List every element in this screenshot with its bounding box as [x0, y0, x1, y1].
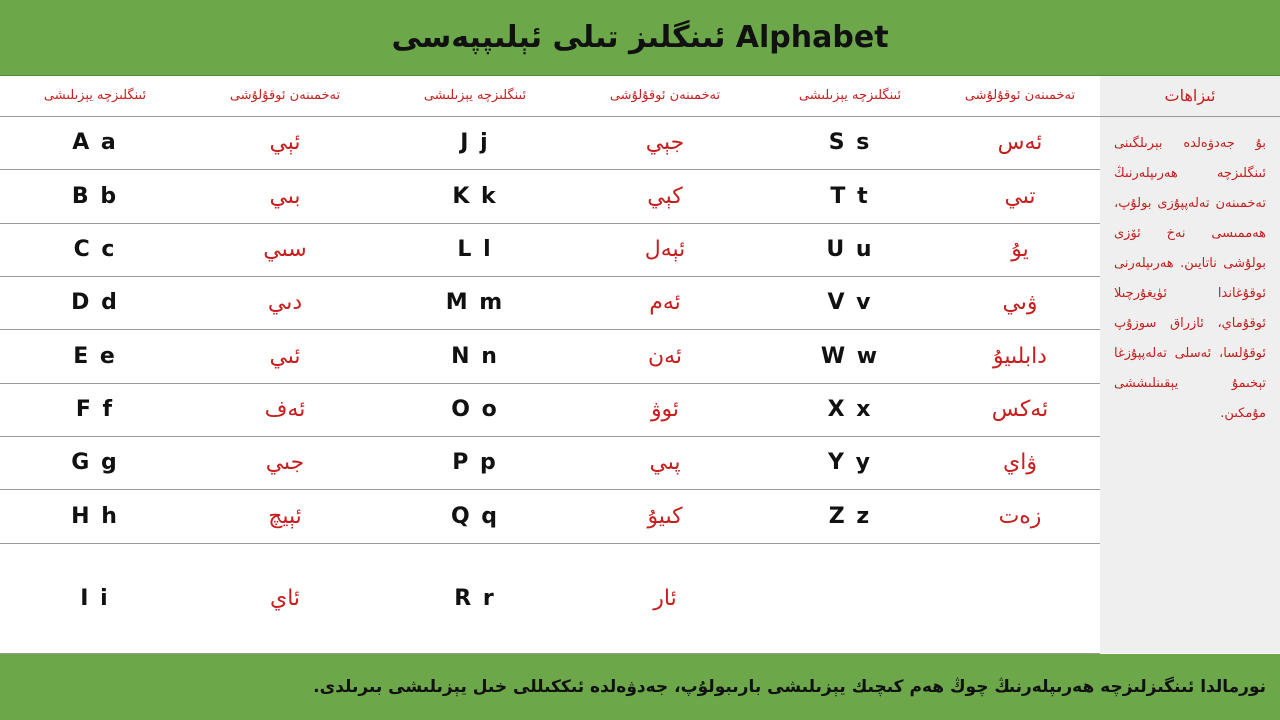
pronunciation-cell [940, 543, 1100, 653]
letter-cell: S s [828, 130, 872, 155]
letter-cell: I i [80, 585, 110, 611]
footer-note: نورمالدا ئىنگىزلىزچە ھەرىپلەرنىڭ چوڭ ھەم كىچىك يېزىلىشى بارىبولۇپ، جەدۋەلدە ئىككىللى خىل يېزىلىشى بىرىلدى. [313, 677, 1266, 697]
letter-cell: Y y [828, 450, 872, 475]
notes-body: بۇ جەدۋەلدە بېرىلگىنى ئىنگلىزچە ھەرىپلەرنىڭ تەخمىنەن تەلەپپۇزى بولۇپ، ھەممىسى نەخ ئۆزى بولۇشى ناتايىن. ھەرىپلەرنى ئوقۇغاندا ئۈيغۇرچىلا ئوقۇماي، ئازراق سوزۇپ ئوقۇلسا، ئەسلى تەلەپپۇزغا تېخىمۇ يېقىنلىششى مۇمكىن. [1114, 136, 1266, 421]
letter-cell [760, 543, 940, 653]
table-row [0, 383, 1100, 437]
letter-cell: U u [826, 237, 874, 262]
column-header: ئىنگلىزچە يېزىلىشى [798, 88, 902, 103]
table-row [0, 223, 1100, 277]
pronunciation-cell: ۋاي [1003, 450, 1037, 475]
pronunciation-cell: دىي [267, 290, 303, 315]
letter-cell: F f [75, 397, 115, 422]
pronunciation-cell: ئەن [647, 343, 683, 369]
pronunciation-cell: ئەس [997, 130, 1043, 155]
letter-cell: D d [71, 290, 119, 315]
table-row [0, 329, 1100, 384]
pronunciation-cell: سىي [263, 237, 307, 262]
table-row [0, 170, 1100, 224]
letter-cell: C c [73, 237, 117, 262]
table-header-row [0, 76, 1100, 117]
letter-cell: K k [452, 184, 498, 209]
column-header: ئىنگلىزچە يېزىلىشى [423, 88, 527, 103]
letter-cell: V v [827, 290, 873, 315]
letter-cell: Q q [450, 503, 500, 529]
pronunciation-cell: كىيۇ [647, 503, 683, 529]
pronunciation-cell: يۇ [1011, 237, 1029, 262]
letter-cell: O o [451, 397, 499, 422]
page-title: ئىنگلىز تىلى ئېلىپپەسى Alphabet [391, 20, 889, 55]
table-row [0, 436, 1100, 490]
pronunciation-cell: ۋىي [1002, 290, 1038, 315]
pronunciation-cell: بىي [269, 184, 301, 209]
letter-cell: L l [457, 237, 493, 262]
column-header: تەخمىنەن ئوقۇلۇشى [964, 88, 1076, 103]
letter-cell: W w [820, 343, 880, 369]
pronunciation-cell: ئەف [264, 397, 306, 422]
column-header: تەخمىنەن ئوقۇلۇشى [609, 88, 721, 103]
table-row [0, 116, 1100, 170]
letter-cell: N n [451, 343, 499, 369]
notes-title: ئىزاھات [1100, 76, 1280, 117]
pronunciation-cell: ئېي [269, 130, 301, 155]
pronunciation-cell: ئەكس [991, 397, 1049, 422]
pronunciation-cell: تىي [1004, 184, 1036, 209]
pronunciation-cell: زەت [998, 503, 1042, 529]
letter-cell: T t [830, 184, 870, 209]
letter-cell: Z z [828, 503, 872, 529]
letter-cell: A a [72, 130, 118, 155]
pronunciation-cell: جېي [645, 130, 685, 155]
letter-cell: G g [71, 450, 119, 475]
letter-cell: E e [73, 343, 117, 369]
letter-cell: J j [460, 130, 490, 155]
notes-panel [1100, 76, 1280, 653]
pronunciation-cell: دابلىيۇ [993, 343, 1047, 369]
pronunciation-cell: ئىي [269, 343, 301, 369]
alphabet-table [0, 76, 1100, 653]
table-row [0, 543, 1100, 654]
pronunciation-cell: ئاي [269, 585, 301, 611]
pronunciation-cell: ئېەل [644, 237, 686, 262]
pronunciation-cell: جىي [265, 450, 305, 475]
letter-cell: R r [454, 585, 496, 611]
title-bar [0, 0, 1280, 76]
letter-cell: M m [445, 290, 505, 315]
pronunciation-cell: ئار [653, 585, 677, 611]
letter-cell: X x [827, 397, 873, 422]
pronunciation-cell: كېي [647, 184, 683, 209]
letter-cell: P p [452, 450, 498, 475]
pronunciation-cell: ئوۋ [650, 397, 680, 422]
pronunciation-cell: ئەم [649, 290, 681, 315]
pronunciation-cell: ئېيچ [268, 503, 302, 529]
column-header: ئىنگلىزچە يېزىلىشى [43, 88, 147, 103]
letter-cell: B b [71, 184, 119, 209]
table-row [0, 489, 1100, 544]
letter-cell: H h [71, 503, 119, 529]
footer-bar [0, 654, 1280, 720]
table-row [0, 276, 1100, 330]
column-header: تەخمىنەن ئوقۇلۇشى [229, 88, 341, 103]
pronunciation-cell: پىي [649, 450, 681, 475]
